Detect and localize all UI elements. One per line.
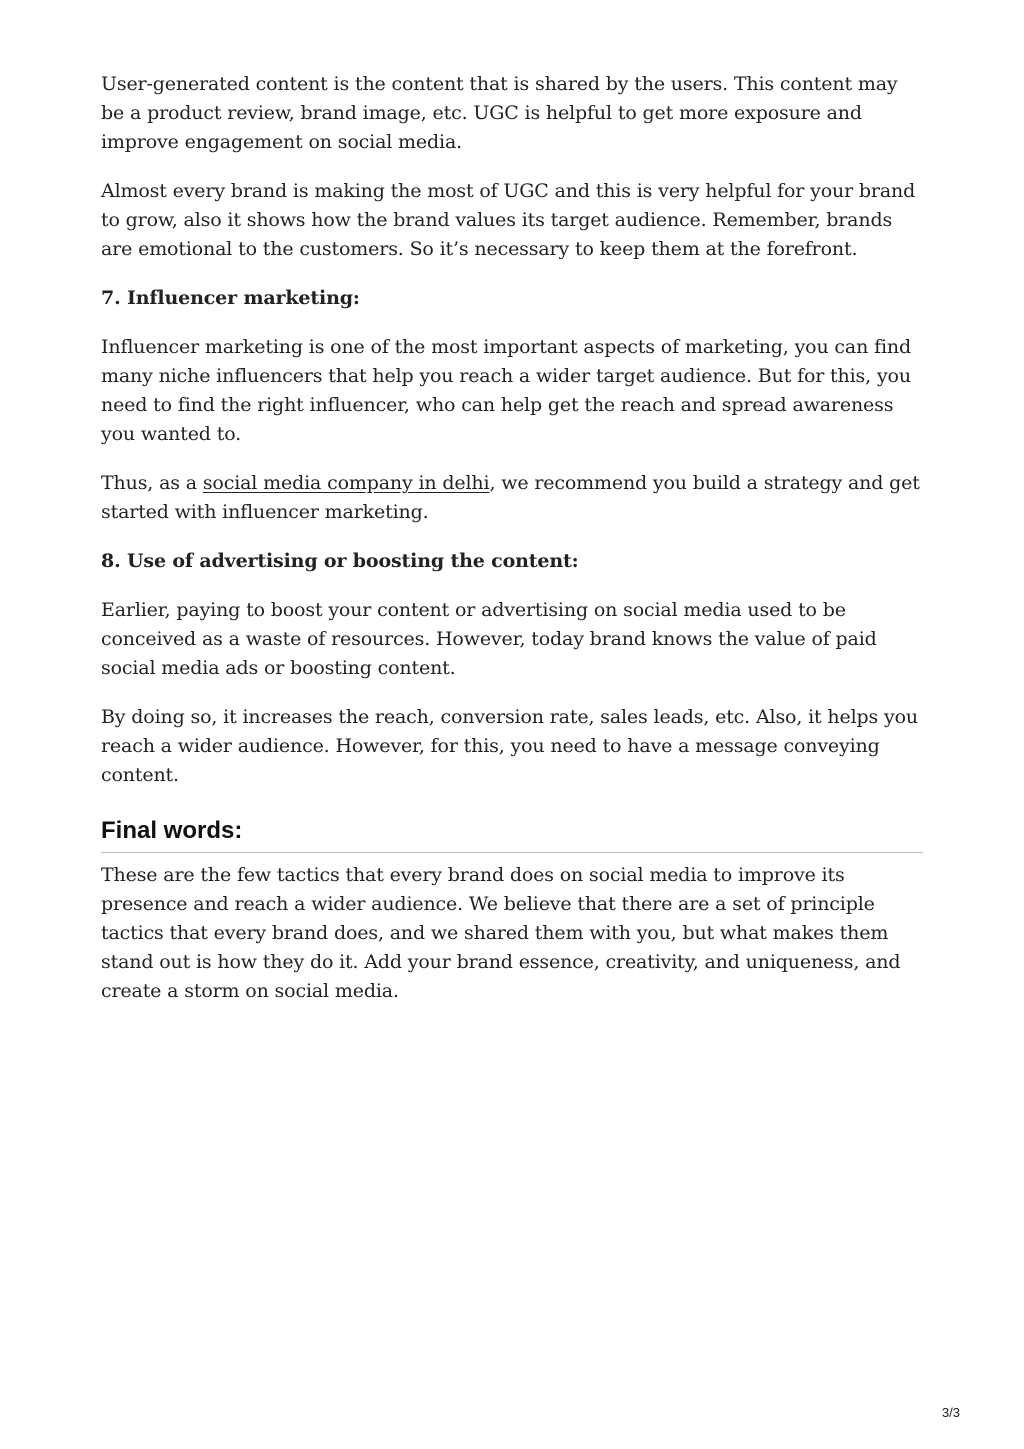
paragraph-ugc-benefits: Almost every brand is making the most of UGC and this is very helpful for your brand to grow, also it shows how the brand values its target audience. Remember, brands are emotional to the customers. So it’s necessary to keep them at the forefront. xyxy=(101,180,916,260)
paragraph-advertising-benefits: By doing so, it increases the reach, conversion rate, sales leads, etc. Also, it helps you reach a wider audience. However, for this, you need to have a message conveying content. xyxy=(101,706,918,786)
paragraph-ugc-definition: User-generated content is the content that is shared by the users. This content may be a product review, brand image, etc. UGC is helpful to get more exposure and improve engagement on social media. xyxy=(101,73,898,153)
paragraph-influencer-recommendation xyxy=(101,469,923,527)
text-suffix: , we recommend you build a strategy and get started with influencer marketing. xyxy=(101,472,920,523)
heading-influencer-marketing: 7. Influencer marketing: xyxy=(101,287,360,309)
page-number: 3/3 xyxy=(941,1405,960,1420)
paragraph-advertising-history: Earlier, paying to boost your content or advertising on social media used to be conceived as a waste of resources. However, today brand knows the value of paid social media ads or boosting content. xyxy=(101,599,877,679)
heading-advertising: 8. Use of advertising or boosting the content: xyxy=(101,550,579,572)
social-media-company-link[interactable]: social media company in delhi xyxy=(202,472,490,494)
paragraph-final-words: These are the few tactics that every brand does on social media to improve its presence and reach a wider audience. We believe that there are a set of principle tactics that every brand does, and we shared them with you, but what makes them stand out is how they do it. Add your brand essence, creativity, and uniqueness, and create a storm on social media. xyxy=(101,864,901,1002)
document-body xyxy=(101,70,923,1026)
paragraph-influencer-intro: Influencer marketing is one of the most important aspects of marketing, you can find many niche influencers that help you reach a wider target audience. But for this, you need to find the right influencer, who can help get the reach and spread awareness you wanted to. xyxy=(101,336,911,445)
text-prefix: Thus, as a xyxy=(101,472,203,494)
final-words-title: Final words: xyxy=(101,816,923,853)
